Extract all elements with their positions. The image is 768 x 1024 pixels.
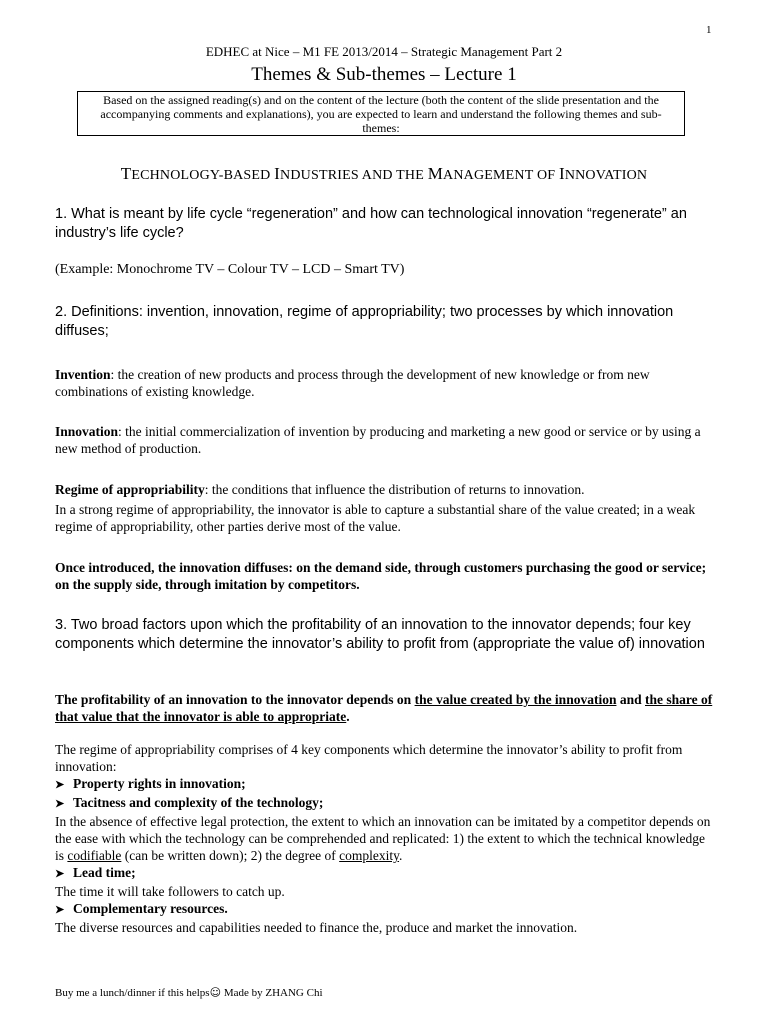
- component-tacitness: ➤ Tacitness and complexity of the technology;: [55, 794, 715, 813]
- components-block: [55, 741, 715, 936]
- innovation-term: Innovation: [55, 424, 119, 439]
- section-title: TECHNOLOGY-BASED INDUSTRIES AND THE MANAGEMENT OF INNOVATION: [120, 164, 648, 183]
- example-line: (Example: Monochrome TV – Colour TV – LCD – Smart TV): [55, 262, 405, 277]
- definition-regime: Regime of appropriability: the conditions that influence the distribution of returns to innovation.: [55, 482, 585, 497]
- page-number: 1: [706, 24, 712, 36]
- value-created-underlined: the value created by the innovation: [414, 692, 617, 707]
- lecture-title: Themes & Sub-themes – Lecture 1: [251, 64, 517, 85]
- arrow-bullet-icon: ➤: [55, 798, 65, 810]
- question-3: 3. Two broad factors upon which the profitability of an innovation to the innovator depends; four key components which determine the innovator’s ability to profit from (appropriate the value of) innovation: [55, 617, 705, 652]
- intro-text: Based on the assigned reading(s) and on the content of the lecture (both the content of the slide presentation and the accompanying comments and explanations), you are expected to learn and understand the following themes and sub-themes:: [100, 93, 662, 135]
- invention-term: Invention: [55, 367, 111, 382]
- regime-term: Regime of appropriability: [55, 482, 205, 497]
- component-complementary: ➤ Complementary resources.: [55, 900, 715, 919]
- course-header: EDHEC at Nice – M1 FE 2013/2014 – Strategic Management Part 2: [205, 44, 563, 59]
- smiley-icon: ☺: [209, 986, 222, 999]
- components-intro: The regime of appropriability comprises of 4 key components which determine the innovator’s ability to profit from innovation:: [55, 742, 683, 774]
- intro-box: [77, 91, 685, 136]
- component-lead-time: ➤ Lead time;: [55, 864, 715, 883]
- definition-invention: Invention: the creation of new products and process through the development of new knowledge or from new combinations of existing knowledge.: [55, 367, 650, 399]
- footer: Buy me a lunch/dinner if this helps☺ Made by ZHANG Chi: [55, 986, 323, 999]
- question-2: 2. Definitions: invention, innovation, regime of appropriability; two processes by which innovation diffuses;: [55, 304, 674, 339]
- definition-innovation: Innovation: the initial commercialization of invention by producing and marketing a new good or service or by using a new method of production.: [55, 424, 701, 456]
- component-property-rights: ➤ Property rights in innovation;: [55, 775, 715, 794]
- profitability-statement: The profitability of an innovation to the innovator depends on the value created by the innovation and the share of that value that the innovator is able to appropriate.: [55, 692, 713, 724]
- component-lead-time-text: The time it will take followers to catch up.: [55, 884, 285, 899]
- strong-weak-regime: In a strong regime of appropriability, the innovator is able to capture a substantial share of the value created; in a weak regime of appropriability, other parties derive most of the value.: [55, 502, 696, 534]
- diffusion-statement: Once introduced, the innovation diffuses: on the demand side, through customers purchasing the good or service; on the supply side, through imitation by competitors.: [55, 560, 707, 592]
- arrow-bullet-icon: ➤: [55, 904, 65, 916]
- arrow-bullet-icon: ➤: [55, 868, 65, 880]
- question-1: 1. What is meant by life cycle “regeneration” and how can technological innovation “regenerate” an industry’s life cycle?: [55, 206, 687, 241]
- share-underlined: the share of that value that the innovator is able to appropriate: [55, 692, 713, 724]
- component-tacitness-text: In the absence of effective legal protection, the extent to which an innovation can be imitated by a competitor depends on the ease with which the technology can be comprehended and replicated: 1) the extent to which the technical knowledge is codifiable (can be written down); 2) the degree of complexity.: [55, 814, 711, 863]
- component-complementary-text: The diverse resources and capabilities needed to finance the, produce and market the innovation.: [55, 920, 578, 935]
- arrow-bullet-icon: ➤: [55, 779, 65, 791]
